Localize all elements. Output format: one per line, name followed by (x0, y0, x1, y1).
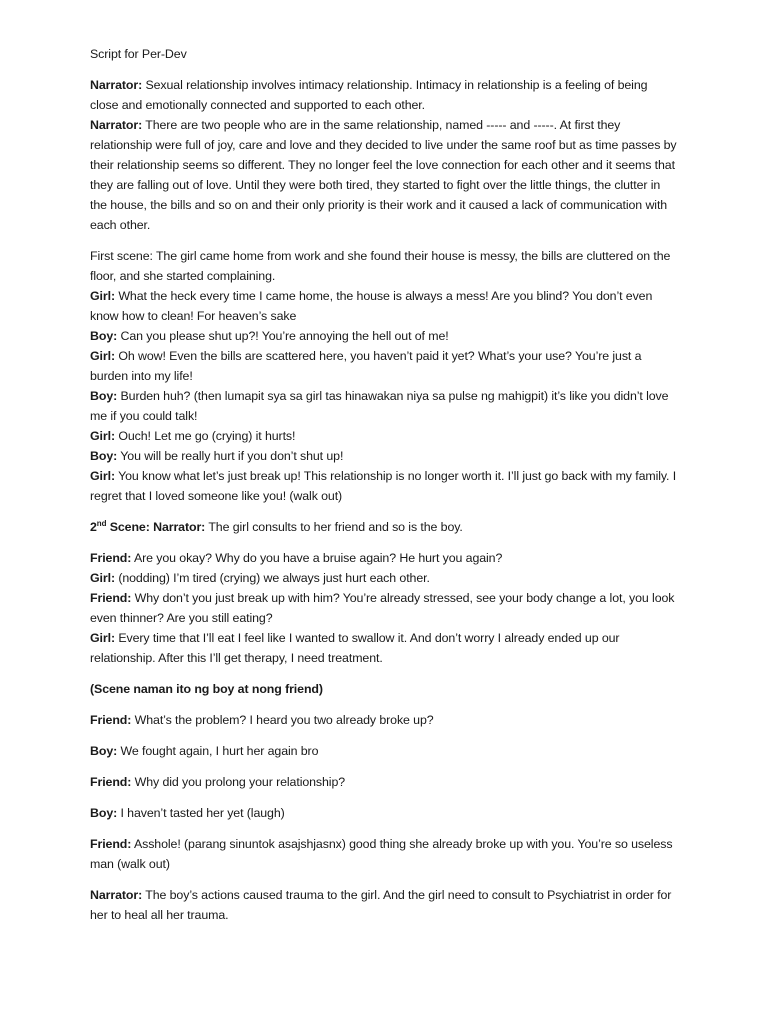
line-text: (nodding) I’m tired (crying) we always just hurt each other. (114, 571, 430, 585)
script-line (90, 803, 678, 823)
speaker-label: Narrator: (90, 888, 143, 902)
script-line (90, 772, 678, 792)
scene-2-text: The girl consults to her friend and so is the boy. (205, 520, 463, 534)
speaker-label: Boy: (90, 744, 118, 758)
script-line (90, 446, 678, 466)
scene-2-ordinal: nd (96, 518, 107, 528)
speaker-label: Narrator: (90, 78, 143, 92)
script-line (90, 426, 678, 446)
line-text: I haven’t tasted her yet (laugh) (117, 806, 285, 820)
speaker-label: Boy: (90, 806, 118, 820)
speaker-label: Girl: (90, 429, 115, 443)
speaker-label: Friend: (90, 713, 132, 727)
line-text: Asshole! (parang sinuntok asajshjasnx) good thing she already broke up with you. You’re so useless man (walk out) (90, 837, 673, 871)
script-line (90, 346, 678, 386)
line-text: You know what let’s just break up! This relationship is no longer worth it. I’ll just go back with my family. I regret that I loved someone like you! (walk out) (90, 469, 677, 503)
speaker-label: Girl: (90, 571, 115, 585)
line-text: What’s the problem? I heard you two already broke up? (131, 713, 434, 727)
line-text: Burden huh? (then lumapit sya sa girl tas hinawakan niya sa pulse ng mahigpit) it’s like you didn’t love me if you could talk! (90, 389, 669, 423)
script-line (90, 834, 678, 874)
speaker-label: Girl: (90, 469, 115, 483)
script-line (90, 548, 678, 568)
line-text: Why don’t you just break up with him? You’re already stressed, see your body change a lot, you look even thinner? Are you still eating? (90, 591, 675, 625)
speaker-label: Boy: (90, 389, 118, 403)
line-text: Every time that I’ll eat I feel like I wanted to swallow it. And don’t worry I already ended up our relationship. After this I’ll get therapy, I need treatment. (90, 631, 620, 665)
scene-1-section (90, 75, 678, 506)
script-line (90, 75, 678, 115)
line-text: First scene: The girl came home from work and she found their house is messy, the bills are cluttered on the floor, and she started complaining. (90, 249, 671, 283)
speaker-label: Girl: (90, 349, 115, 363)
speaker-label: Boy: (90, 329, 118, 343)
line-text: Oh wow! Even the bills are scattered here, you haven’t paid it yet? What’s your use? You’re just a burden into my life! (90, 349, 642, 383)
speaker-label: Friend: (90, 591, 132, 605)
scene-2-section (90, 548, 678, 668)
scene-2-speaker: Narrator: (153, 520, 206, 534)
scene-3-section (90, 710, 678, 925)
scene-2-heading (90, 517, 678, 537)
line-text: Ouch! Let me go (crying) it hurts! (114, 429, 296, 443)
script-line (90, 115, 678, 235)
speaker-label: Narrator: (90, 118, 143, 132)
line-text: We fought again, I hurt her again bro (117, 744, 319, 758)
script-line (90, 568, 678, 588)
script-line (90, 628, 678, 668)
script-page (90, 44, 678, 925)
line-text: You will be really hurt if you don’t shut up! (117, 449, 344, 463)
script-line (90, 286, 678, 326)
line-text: Can you please shut up?! You’re annoying the hell out of me! (117, 329, 449, 343)
speaker-label: Boy: (90, 449, 118, 463)
scene-2-label: Scene: (106, 520, 154, 534)
script-line (90, 326, 678, 346)
script-line (90, 466, 678, 506)
script-line (90, 710, 678, 730)
scene-3-heading: (Scene naman ito ng boy at nong friend) (90, 682, 323, 696)
speaker-label: Friend: (90, 551, 132, 565)
speaker-label: Friend: (90, 775, 132, 789)
line-text: Why did you prolong your relationship? (131, 775, 346, 789)
speaker-label: Girl: (90, 289, 115, 303)
line-text: Sexual relationship involves intimacy relationship. Intimacy in relationship is a feeling of being close and emotionally connected and supported to each other. (90, 78, 648, 112)
scene-2-number: 2 (90, 520, 97, 534)
script-line (90, 246, 678, 286)
line-text: The boy’s actions caused trauma to the girl. And the girl need to consult to Psychiatrist in order for her to heal all her trauma. (90, 888, 672, 922)
speaker-label: Friend: (90, 837, 132, 851)
script-line (90, 588, 678, 628)
speaker-label: Girl: (90, 631, 115, 645)
document-title: Script for Per-Dev (90, 47, 187, 61)
script-line (90, 885, 678, 925)
line-text: Are you okay? Why do you have a bruise again? He hurt you again? (131, 551, 503, 565)
line-text: There are two people who are in the same relationship, named ----- and -----. At first they relationship were full of joy, care and love and they decided to live under the same roof but as time passes by their relationship seems so different. They no longer feel the love connection for each other and it seems that they are falling out of love. Until they were both tired, they started to fight over the little things, the clutter in the house, the bills and so on and their only priority is their work and it caused a lack of communication with each other. (90, 118, 677, 232)
script-line (90, 741, 678, 761)
line-text: What the heck every time I came home, the house is always a mess! Are you blind? You don’t even know how to clean! For heaven’s sake (90, 289, 653, 323)
script-line (90, 386, 678, 426)
